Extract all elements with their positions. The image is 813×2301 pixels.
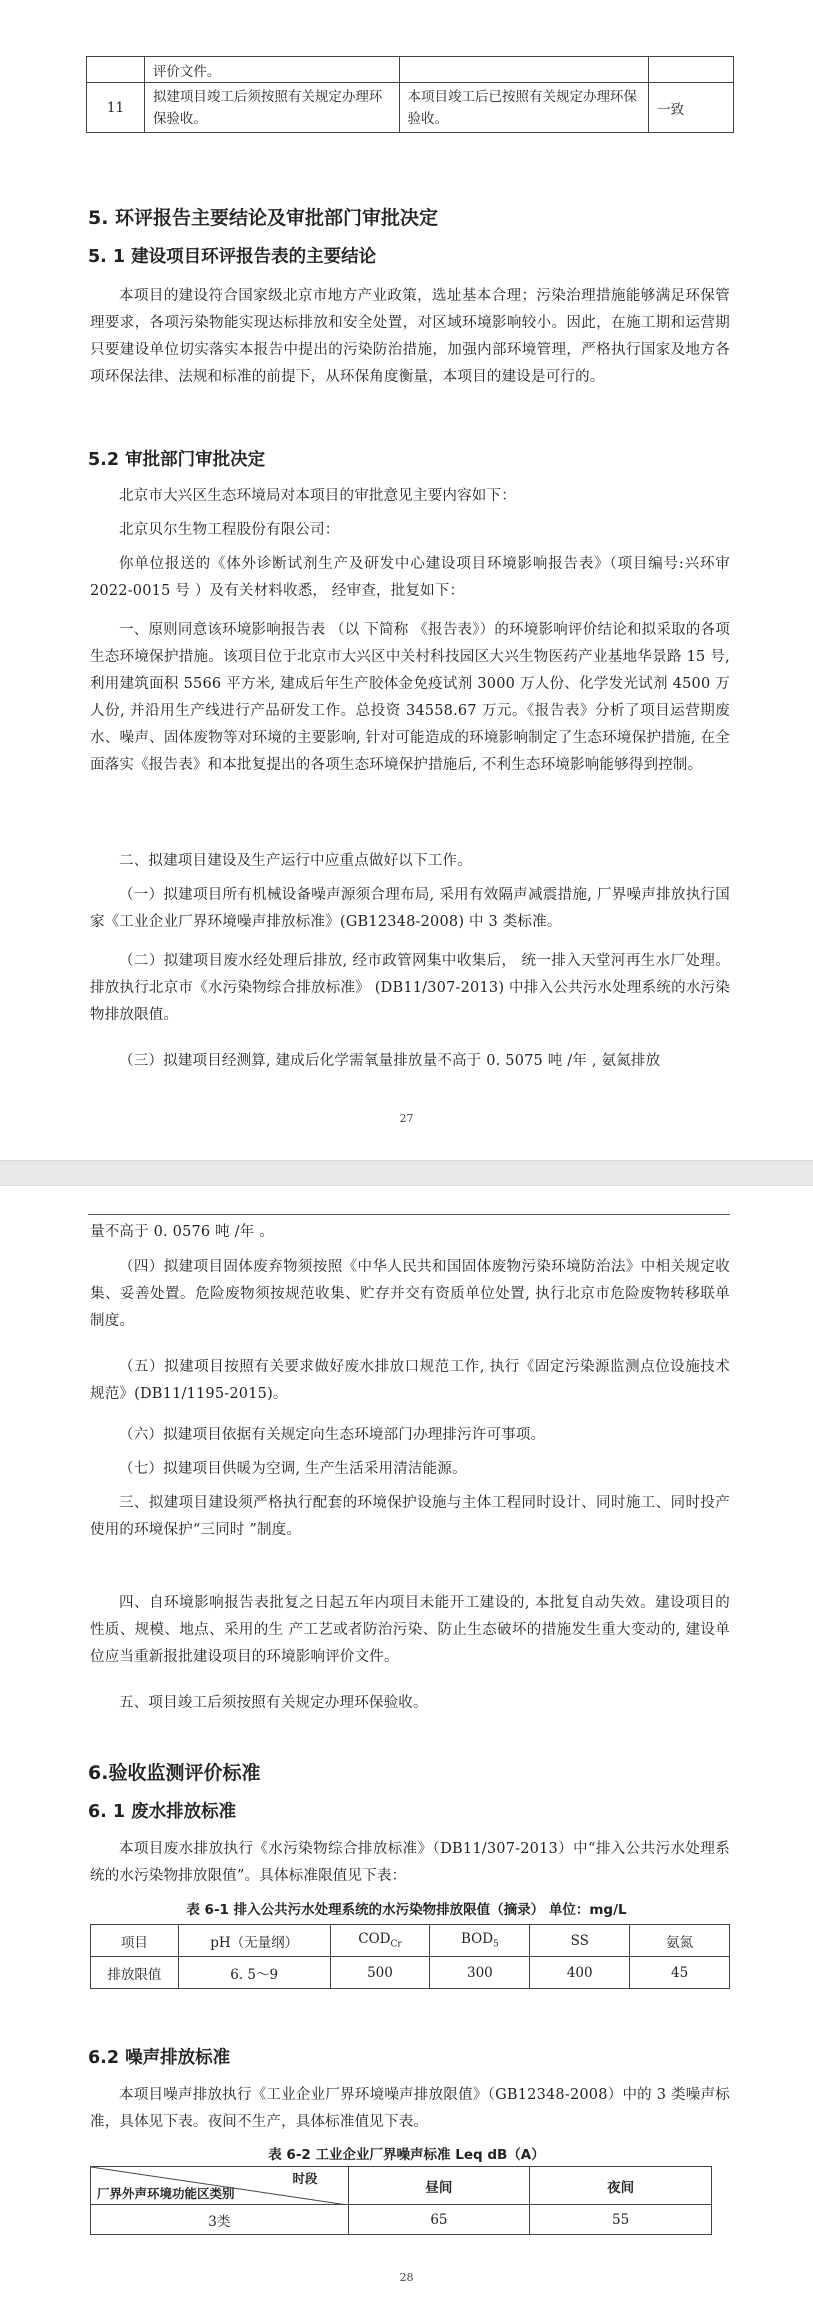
paragraph: （三）拟建项目经测算, 建成后化学需氧量排放量不高于 0. 5075 吨 /年 , 氨氮排放 — [119, 1053, 661, 1069]
paragraph: 北京贝尔生物工程股份有限公司： — [119, 522, 340, 538]
table-cell: 400 — [530, 1957, 630, 1989]
paragraph: （一）拟建项目所有机械设备噪声源须合理布局, 采用有效隔声减震措施, 厂界噪声排放执行国家《工业企业厂界环境噪声排放标准》(GB12348-2008) 中 3 类标准。 — [90, 887, 730, 930]
document-page-28 — [0, 1186, 813, 2301]
table-cell: 55 — [530, 2205, 712, 2235]
section-6-heading: 6.验收监测评价标准 — [88, 1762, 261, 1784]
noise-limits-table — [90, 2166, 712, 2235]
table-row — [87, 83, 734, 133]
table-header-cell: SS — [530, 1925, 630, 1957]
table-header-cell: pH（无量纲） — [178, 1925, 330, 1957]
table-cell: 500 — [330, 1957, 430, 1989]
paragraph: 北京市大兴区生态环境局对本项目的审批意见主要内容如下： — [119, 488, 516, 504]
table-header-cell — [330, 1925, 430, 1957]
table-header-cell: 项目 — [91, 1925, 179, 1957]
paragraph: （五）拟建项目按照有关要求做好废水排放口规范工作, 执行《固定污染源监测点位设施技术规范》(DB11/1195-2015)。 — [90, 1359, 730, 1402]
paragraph: （四）拟建项目固体废弃物须按照《中华人民共和国固体废物污染环境防治法》中相关规定收集、妥善处置。危险废物须按规范收集、贮存并交有资质单位处置, 执行北京市危险废物转移联单制度。 — [90, 1259, 730, 1329]
paragraph: 本项目的建设符合国家级北京市地方产业政策，选址基本合理；污染治理措施能够满足环保管理要求，各项污染物能实现达标排放和安全处置，对区域环境影响较小。因此，在施工期和运营期只要建设单位切实落实本报告中提出的污染防治措施，加强内部环境管理，严格执行国家及地方各项环保法律、法规和标准的前提下，从环保角度衡量，本项目的建设是可行的。 — [90, 288, 730, 385]
table-cell — [649, 57, 734, 83]
page-number: 27 — [399, 1112, 414, 1125]
table-cell: 一致 — [649, 83, 734, 133]
paragraph: 五、项目竣工后须按照有关规定办理环保验收。 — [119, 1695, 428, 1711]
section-5-2-heading: 5.2 审批部门审批决定 — [88, 450, 266, 470]
page-top-rule — [88, 1214, 730, 1215]
compliance-table — [86, 56, 734, 133]
paragraph: 三、拟建项目建设须严格执行配套的环境保护设施与主体工程同时设计、同时施工、同时投产使用的环境保护“三同时 ”制度。 — [90, 1495, 730, 1538]
section-5-heading: 5. 环评报告主要结论及审批部门审批决定 — [88, 207, 439, 229]
table-cell: 排放限值 — [91, 1957, 179, 1989]
table-cell — [87, 57, 145, 83]
table-header-cell — [430, 1925, 530, 1957]
table-6-2-caption: 表 6-2 工业企业厂界噪声标准 Leq dB（A） — [268, 2147, 545, 2163]
page-separator — [0, 1160, 813, 1186]
table-cell: 本项目竣工后已按照有关规定办理环保验收。 — [399, 83, 649, 133]
paragraph: 二、拟建项目建设及生产运行中应重点做好以下工作。 — [119, 853, 472, 869]
bod-subscript: 5 — [493, 1939, 499, 1950]
wastewater-limits-table — [90, 1924, 730, 1989]
page-number: 28 — [399, 2271, 414, 2284]
paragraph: 四、自环境影响报告表批复之日起五年内项目未能开工建设的, 本批复自动失效。建设项目的性质、规模、地点、采用的生 产工艺或者防治污染、防止生态破坏的措施发生重大变动的, 建设单位应当重新报批建设项目的环境影响评价文件。 — [90, 1595, 730, 1665]
section-5-1-heading: 5. 1 建设项目环评报告表的主要结论 — [88, 247, 377, 267]
table-cell: 评价文件。 — [144, 57, 399, 83]
table-row — [87, 57, 734, 83]
paragraph: （七）拟建项目供暖为空调, 生产生活采用清洁能源。 — [119, 1461, 467, 1477]
diagonal-header-cell — [91, 2167, 349, 2205]
section-6-2-heading: 6.2 噪声排放标准 — [88, 2048, 231, 2068]
table-header-cell: 昼间 — [348, 2167, 530, 2205]
diag-top-label: 时段 — [292, 2171, 318, 2186]
paragraph: （二）拟建项目废水经处理后排放, 经市政管网集中收集后， 统一排入天堂河再生水厂处理。排放执行北京市《水污染物综合排放标准》 (DB11/307-2013) 中排入公共污水处理系统的水污染物排放限值。 — [90, 953, 730, 1023]
paragraph: 你单位报送的《体外诊断试剂生产及研发中心建设项目环境影响报告表》（项目编号:兴环审 2022-0015 号 ）及有关材料收悉， 经审查，批复如下： — [90, 556, 730, 599]
table-header-row — [91, 1925, 730, 1957]
bod-label: BOD — [460, 1931, 494, 1948]
section-6-1-heading: 6. 1 废水排放标准 — [88, 1802, 237, 1822]
paragraph: 本项目废水排放执行《水污染物综合排放标准》（DB11/307-2013）中“排入公共污水处理系统的水污染物排放限值”。具体标准限值见下表： — [90, 1841, 730, 1884]
table-cell: 65 — [348, 2205, 530, 2235]
cod-subscript: Cr — [390, 1939, 402, 1950]
table-cell: 3类 — [91, 2205, 349, 2235]
table-cell — [399, 57, 649, 83]
diag-bottom-label: 厂界外声环境功能区类别 — [97, 2186, 235, 2201]
cod-label: COD — [358, 1931, 391, 1948]
table-6-1-caption: 表 6-1 排入公共污水处理系统的水污染物排放限值（摘录） 单位：mg/L — [186, 1902, 627, 1918]
table-cell: 6. 5～9 — [178, 1957, 330, 1989]
paragraph: 量不高于 0. 0576 吨 /年 。 — [90, 1224, 274, 1240]
table-header-row — [91, 2167, 712, 2205]
paragraph: （六）拟建项目依据有关规定向生态环境部门办理排污许可事项。 — [119, 1427, 546, 1443]
table-header-cell: 氨氮 — [630, 1925, 730, 1957]
table-row — [91, 2205, 712, 2235]
table-cell: 300 — [430, 1957, 530, 1989]
table-cell: 45 — [630, 1957, 730, 1989]
table-cell: 11 — [87, 83, 145, 133]
paragraph: 一、原则同意该环境影响报告表 （以 下简称 《报告表》）的环境影响评价结论和拟采取的各项生态环境保护措施。该项目位于北京市大兴区中关村科技园区大兴生物医药产业基地华景路 15 号, 利用建筑面积 5566 平方米, 建成后年生产胶体金免疫试剂 3000 万人份、化学发光试剂 4500 万人份, 并沿用生产线进行产品研发工作。总投资 34558.67 万元。《报告表》分析了项目运营期废水、噪声、固体废物等对环境的主要影响, 针对可能造成的环境影响制定了生态环境保护措施, 在全面落实《报告表》和本批复提出的各项生态环境保护措施后, 不利生态环境影响能够得到控制。 — [90, 622, 730, 773]
paragraph: 本项目噪声排放执行《工业企业厂界环境噪声排放限值》（GB12348-2008）中的 3 类噪声标准，具体见下表。夜间不生产，具体标准值见下表。 — [90, 2087, 730, 2130]
table-row — [91, 1957, 730, 1989]
table-cell: 拟建项目竣工后须按照有关规定办理环保验收。 — [144, 83, 399, 133]
table-header-cell: 夜间 — [530, 2167, 712, 2205]
